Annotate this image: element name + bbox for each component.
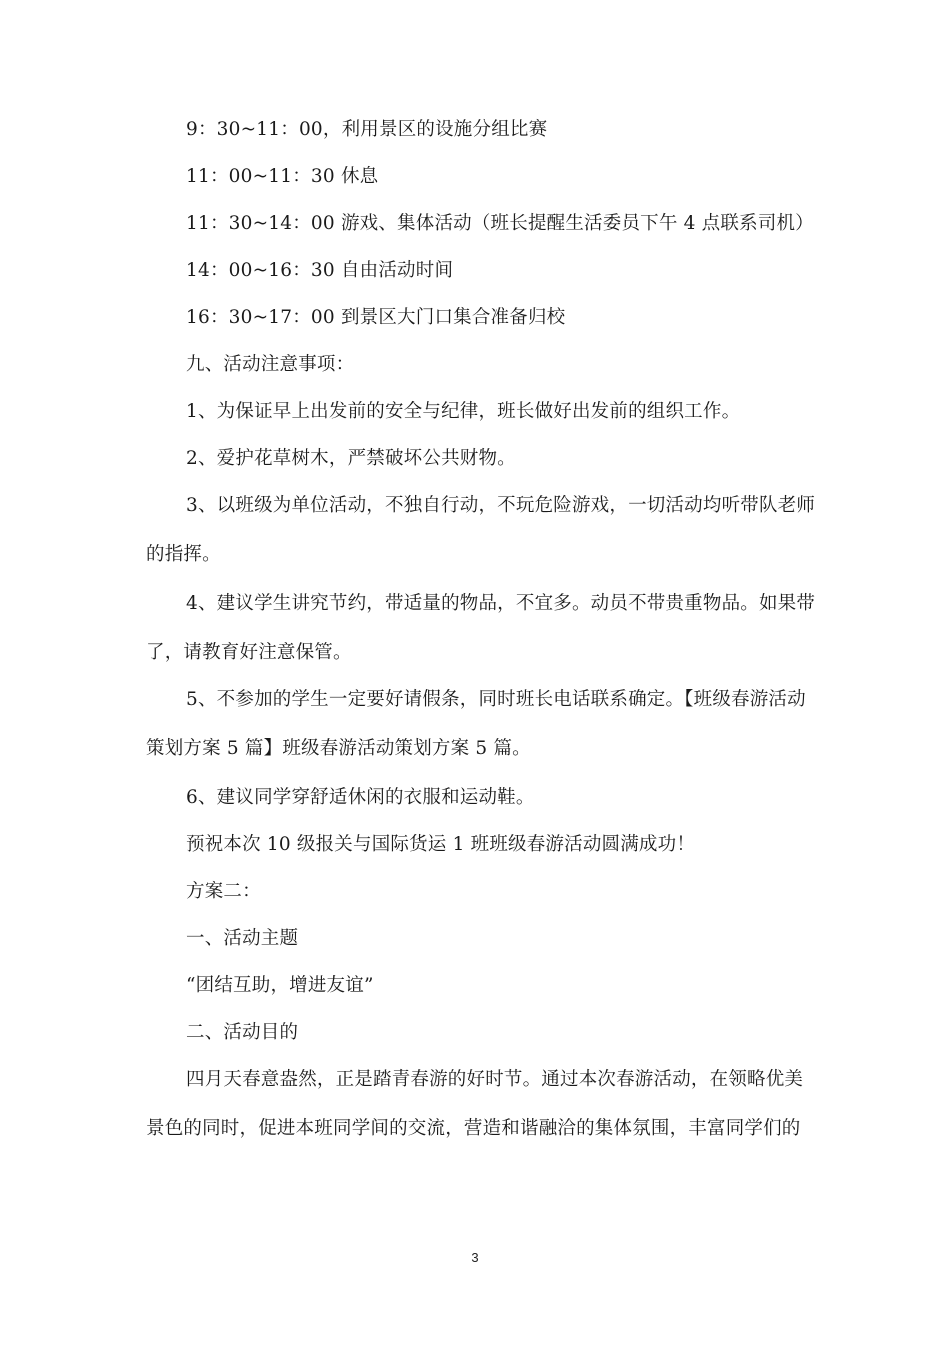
note-item-4-line-1: 4、建议学生讲究节约，带适量的物品，不宜多。动员不带贵重物品。如果带 bbox=[186, 593, 816, 614]
note-item-5-line-1: 5、不参加的学生一定要好请假条，同时班长电话联系确定。【班级春游活动 bbox=[186, 689, 806, 710]
page-number: 3 bbox=[471, 1250, 479, 1265]
plan2-heading: 方案二： bbox=[186, 881, 261, 902]
plan2-purpose-line-2: 景色的同时，促进本班同学间的交流，营造和谐融洽的集体氛围，丰富同学们的 bbox=[146, 1118, 801, 1139]
schedule-item-1: 9：30~11：00，利用景区的设施分组比赛 bbox=[186, 119, 548, 140]
closing-wish: 预祝本次 10 级报关与国际货运 1 班班级春游活动圆满成功！ bbox=[186, 834, 696, 855]
note-item-4-line-2: 了，请教育好注意保管。 bbox=[146, 642, 352, 663]
schedule-item-5: 16：30~17：00 到景区大门口集合准备归校 bbox=[186, 307, 566, 328]
plan2-section1-title: 一、活动主题 bbox=[186, 928, 299, 949]
note-item-3-line-1: 3、以班级为单位活动，不独自行动，不玩危险游戏，一切活动均听带队老师 bbox=[186, 495, 816, 516]
notes-heading: 九、活动注意事项： bbox=[186, 354, 355, 375]
plan2-section2-title: 二、活动目的 bbox=[186, 1022, 299, 1043]
plan2-purpose-line-1: 四月天春意盎然，正是踏青春游的好时节。通过本次春游活动，在领略优美 bbox=[186, 1069, 804, 1090]
schedule-item-4: 14：00~16：30 自由活动时间 bbox=[186, 260, 454, 281]
note-item-3-line-2: 的指挥。 bbox=[146, 544, 221, 565]
note-item-2: 2、爱护花草树木，严禁破坏公共财物。 bbox=[186, 448, 516, 469]
note-item-1: 1、为保证早上出发前的安全与纪律，班长做好出发前的组织工作。 bbox=[186, 401, 741, 422]
note-item-6: 6、建议同学穿舒适休闲的衣服和运动鞋。 bbox=[186, 787, 535, 808]
plan2-theme: “团结互助，增进友谊” bbox=[186, 975, 374, 996]
schedule-item-3: 11：30~14：00 游戏、集体活动（班长提醒生活委员下午 4 点联系司机） bbox=[186, 213, 814, 234]
schedule-item-2: 11：00~11：30 休息 bbox=[186, 166, 379, 187]
note-item-5-line-2: 策划方案 5 篇】班级春游活动策划方案 5 篇。 bbox=[146, 738, 531, 759]
